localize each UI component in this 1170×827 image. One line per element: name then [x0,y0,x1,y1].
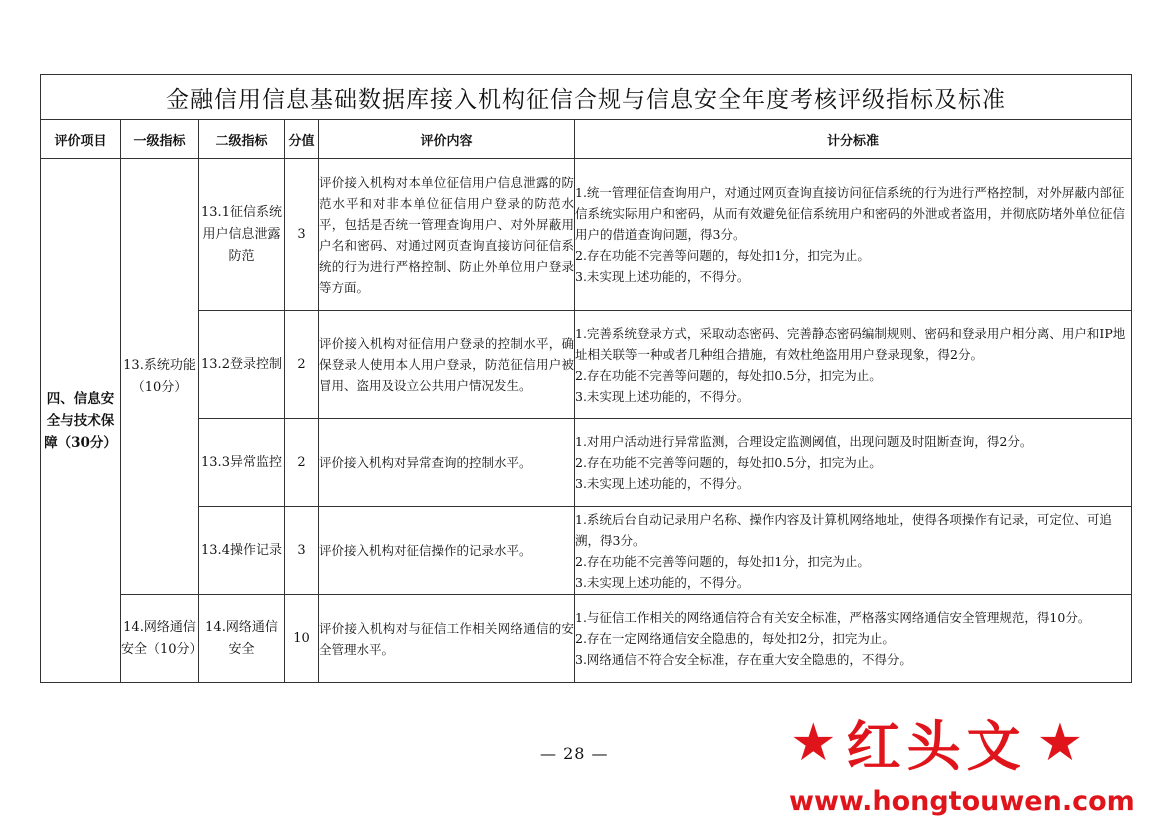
criteria-line: 2.存在一定网络通信安全隐患的，每处扣2分，扣完为止。 [575,631,895,646]
content-cell: 评价接入机构对本单位征信用户信息泄露的防范水平和对非本单位征信用户登录的防范水平，包括是否统一管理查询用户、对外屏蔽用户名和密码、对通过网页查询直接访问征信系统的行为进行严格控制、防止外单位用户登录等方面。 [319,159,575,311]
content-cell: 评价接入机构对征信操作的记录水平。 [319,507,575,595]
header-level1: 一级指标 [121,120,199,159]
level2-cell: 13.4操作记录 [199,507,285,595]
criteria-line: 1.系统后台自动记录用户名称、操作内容及计算机网络地址，使得各项操作有记录，可定位、可追溯，得3分。 [575,511,1112,548]
header-content: 评价内容 [319,120,575,159]
score-cell: 10 [285,595,319,683]
criteria-line: 2.存在功能不完善等问题的，每处扣1分，扣完为止。 [575,553,870,569]
level1-cell: 13.系统功能（10分） [121,159,199,595]
level2-cell: 13.2登录控制 [199,311,285,419]
criteria-line: 1.统一管理征信查询用户，对通过网页查询直接访问征信系统的行为进行严格控制，对外屏蔽内部征信系统实际用户和密码，从而有效避免征信系统用户和密码的外泄或者盗用，并彻底防堵外单位征信用户的借道查询问题，得3分。 [575,185,1126,242]
header-row [41,120,1132,159]
table-row [41,595,1132,683]
criteria-line: 3.未实现上述功能的，不得分。 [575,476,750,491]
watermark-text: 红头文 [846,715,1027,778]
criteria-cell [575,159,1132,311]
star-icon: ★ [1036,712,1084,773]
criteria-cell [575,507,1132,595]
level2-cell: 13.3异常监控 [199,419,285,507]
criteria-line: 1.与征信工作相关的网络通信符合有关安全标准，严格落实网络通信安全管理规范，得10分。 [575,610,1091,625]
criteria-line: 3.未实现上述功能的，不得分。 [575,388,750,404]
star-icon: ★ [790,712,837,773]
score-cell: 3 [285,159,319,311]
criteria-line: 2.存在功能不完善等问题的，每处扣1分，扣完为止。 [575,248,870,263]
header-level2: 二级指标 [199,120,285,159]
table-row [41,507,1132,595]
score-cell: 2 [285,419,319,507]
category-cell: 四、信息安全与技术保障（30分） [41,159,121,683]
header-score: 分值 [285,120,319,159]
criteria-line: 3.网络通信不符合安全标准，存在重大安全隐患的，不得分。 [575,652,912,667]
content-cell: 评价接入机构对与征信工作相关网络通信的安全管理水平。 [319,595,575,683]
criteria-cell [575,311,1132,419]
score-cell: 3 [285,507,319,595]
score-cell: 2 [285,311,319,419]
page-number: — 28 — [540,744,609,763]
criteria-line: 2.存在功能不完善等问题的，每处扣0.5分，扣完为止。 [575,367,882,383]
assessment-table [40,74,1132,683]
criteria-line: 2.存在功能不完善等问题的，每处扣0.5分，扣完为止。 [575,455,882,470]
criteria-cell [575,595,1132,683]
table-row [41,419,1132,507]
header-item: 评价项目 [41,120,121,159]
criteria-line: 1.对用户活动进行异常监测，合理设定监测阈值，出现问题及时阻断查询，得2分。 [575,434,1033,449]
level2-cell: 14.网络通信安全 [199,595,285,683]
watermark-logo [790,705,1160,780]
criteria-cell [575,419,1132,507]
criteria-line: 3.未实现上述功能的，不得分。 [575,574,750,590]
content-cell: 评价接入机构对异常查询的控制水平。 [319,419,575,507]
watermark-url[interactable]: www.hongtouwen.com [789,786,1135,817]
level2-cell: 13.1征信系统用户信息泄露防范 [199,159,285,311]
level1-cell: 14.网络通信安全（10分） [121,595,199,683]
table-row [41,159,1132,311]
table-row [41,311,1132,419]
header-criteria: 计分标准 [575,120,1132,159]
table-title: 金融信用信息基础数据库接入机构征信合规与信息安全年度考核评级指标及标准 [41,75,1132,120]
criteria-line: 3.未实现上述功能的，不得分。 [575,269,750,284]
criteria-line: 1.完善系统登录方式，采取动态密码、完善静态密码编制规则、密码和登录用户相分离、用户和IP地址相关联等一种或者几种组合措施，有效杜绝盗用用户登录现象，得2分。 [575,325,1126,362]
content-cell: 评价接入机构对征信用户登录的控制水平，确保登录人使用本人用户登录，防范征信用户被冒用、盗用及设立公共用户情况发生。 [319,311,575,419]
